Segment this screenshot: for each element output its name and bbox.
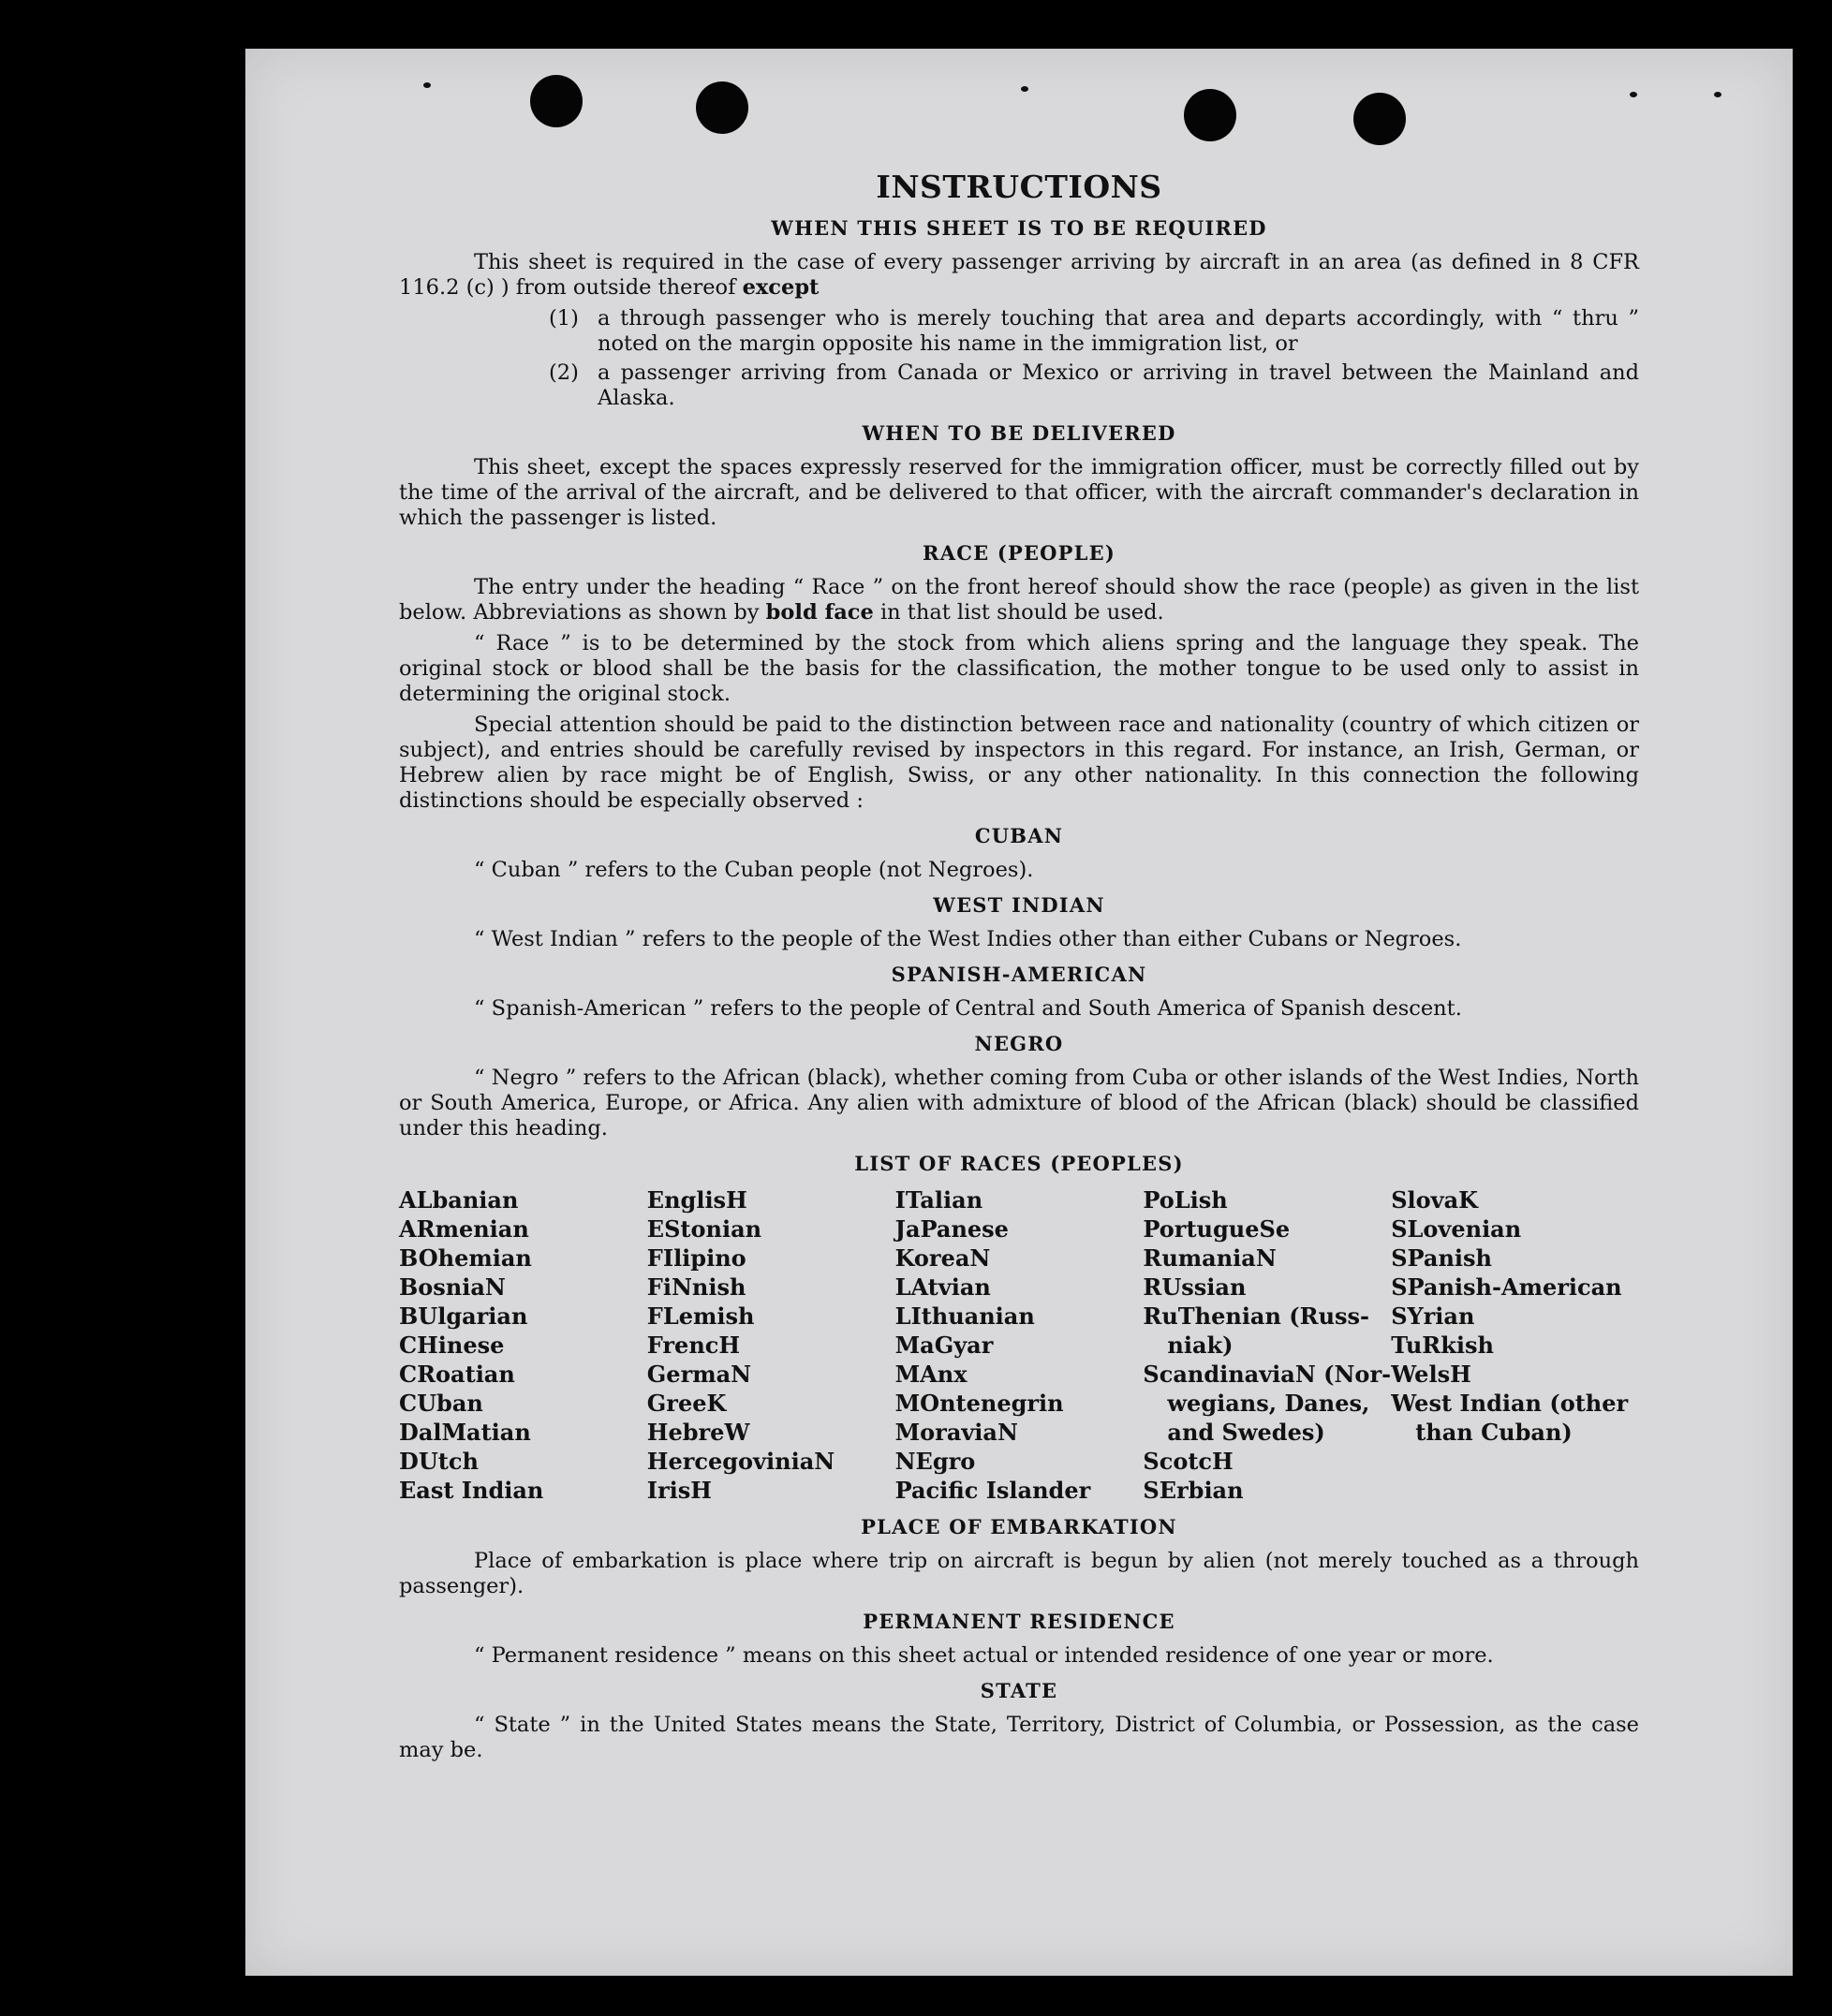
when-required-intro: This sheet is required in the case of every passenger arriving by aircraft in an area (as defined in 8 CFR 116.2 (c) ) from outside thereof except <box>399 250 1639 300</box>
race-entry: Pacific Islander <box>894 1477 1091 1504</box>
race-entry: RUssian <box>1143 1273 1247 1301</box>
race-entry: CRoatian <box>399 1361 515 1388</box>
race-entry: RumaniaN <box>1143 1244 1277 1272</box>
section-heading-permanent-residence: PERMANENT RESIDENCE <box>863 1610 1175 1633</box>
race-entry: BOhemian <box>399 1244 532 1272</box>
speck <box>423 82 431 88</box>
race-paragraph-3: Special attention should be paid to the distinction between race and nationality (country of which citizen or subject), and entries should be carefully revised by inspectors in this regard. For instance, an Irish, German, or Hebrew alien by race might be of English, Swiss, or any other nationality. In this connection the following distinctions should be especially observed : <box>399 713 1639 813</box>
spanish-american-text: “ Spanish-American ” refers to the people of Central and South America of Spanish descent. <box>474 996 1462 1021</box>
race-entry: West Indian (other <box>1391 1390 1629 1417</box>
instructions-content <box>399 169 1639 1769</box>
race-entry: SPanish <box>1391 1244 1492 1272</box>
race-entry: CHinese <box>399 1332 505 1359</box>
race-entry: ScotcH <box>1143 1448 1234 1475</box>
speck <box>1630 92 1637 97</box>
section-heading-when-delivered: WHEN TO BE DELIVERED <box>862 421 1176 445</box>
race-entry: SErbian <box>1143 1477 1244 1504</box>
race-entry: EnglisH <box>646 1186 747 1214</box>
race-entry: ALbanian <box>399 1186 519 1214</box>
when-delivered-text: This sheet, except the spaces expressly reserved for the immigration officer, must be correctly filled out by the time of the arrival of the aircraft, and be delivered to that officer, with the aircraft commander's declaration in which the passenger is listed. <box>399 455 1639 530</box>
page-title: INSTRUCTIONS <box>876 169 1162 205</box>
section-heading-cuban: CUBAN <box>974 824 1064 847</box>
race-entry: MOntenegrin <box>894 1390 1064 1417</box>
race-entry: PoLish <box>1143 1186 1228 1214</box>
race-entry: SLovenian <box>1391 1215 1522 1243</box>
race-entry: GreeK <box>646 1390 727 1417</box>
race-entry: DalMatian <box>399 1419 531 1446</box>
race-entry: BUlgarian <box>399 1302 528 1330</box>
race-entry: ScandinaviaN (Nor- <box>1143 1361 1392 1388</box>
race-entry: and Swedes) <box>1167 1419 1325 1446</box>
races-column <box>647 1185 895 1505</box>
race-entry: MaGyar <box>894 1332 994 1359</box>
section-heading-when-required: WHEN THIS SHEET IS TO BE REQUIRED <box>771 216 1267 240</box>
list-item: (2) a passenger arriving from Canada or Mexico or arriving in travel between the Mainland and Alaska. <box>549 361 1639 410</box>
section-heading-list-of-races: LIST OF RACES (PEOPLES) <box>854 1152 1184 1175</box>
punch-hole <box>530 75 583 127</box>
race-paragraph-2: “ Race ” is to be determined by the stock from which aliens spring and the language they speak. The original stock or blood shall be the basis for the classification, the mother tongue to be used only to assist in determining the original stock. <box>399 631 1639 706</box>
punch-hole <box>696 81 748 134</box>
races-column <box>1143 1185 1391 1505</box>
race-entry: TuRkish <box>1391 1332 1494 1359</box>
races-column <box>1391 1185 1639 1505</box>
races-column <box>895 1185 1144 1505</box>
race-entry: FLemish <box>646 1302 755 1330</box>
race-entry: ARmenian <box>399 1215 529 1243</box>
list-of-races <box>399 1185 1639 1505</box>
race-entry: ITalian <box>894 1186 983 1214</box>
west-indian-text: “ West Indian ” refers to the people of the West Indies other than either Cubans or Negroes. <box>474 927 1462 951</box>
race-entry: PortugueSe <box>1143 1215 1291 1243</box>
speck <box>1021 86 1028 92</box>
race-entry: IrisH <box>646 1477 712 1504</box>
race-entry: LIthuanian <box>894 1302 1035 1330</box>
race-entry: East Indian <box>399 1477 544 1504</box>
race-entry: WelsH <box>1391 1361 1471 1388</box>
race-entry: HercegoviniaN <box>646 1448 835 1475</box>
race-entry: LAtvian <box>894 1273 991 1301</box>
section-heading-state: STATE <box>980 1679 1058 1702</box>
race-entry: JaPanese <box>894 1215 1009 1243</box>
residence-text: “ Permanent residence ” means on this sheet actual or intended residence of one year or more. <box>474 1643 1494 1668</box>
race-entry: DUtch <box>399 1448 479 1475</box>
section-heading-negro: NEGRO <box>974 1032 1064 1055</box>
race-entry: HebreW <box>646 1419 750 1446</box>
race-entry: MoraviaN <box>894 1419 1018 1446</box>
race-entry: SlovaK <box>1391 1186 1478 1214</box>
section-heading-spanish-american: SPANISH-AMERICAN <box>891 963 1147 986</box>
speck <box>1714 92 1721 97</box>
race-entry: NEgro <box>894 1448 976 1475</box>
race-entry: wegians, Danes, <box>1167 1390 1370 1417</box>
section-heading-west-indian: WEST INDIAN <box>933 893 1105 917</box>
race-paragraph-1: The entry under the heading “ Race ” on the front hereof should show the race (people) as given in the list below. Abbreviations as shown by bold face in that list should be used. <box>399 575 1639 625</box>
race-entry: SPanish-American <box>1391 1273 1622 1301</box>
race-entry: FIlipino <box>646 1244 746 1272</box>
race-entry: niak) <box>1167 1332 1234 1359</box>
state-text: “ State ” in the United States means the State, Territory, District of Columbia, or Possession, as the case may be. <box>399 1713 1639 1762</box>
race-entry: EStonian <box>646 1215 762 1243</box>
race-entry: RuThenian (Russ- <box>1143 1302 1370 1330</box>
punch-hole <box>1353 93 1406 145</box>
race-entry: FiNnish <box>646 1273 746 1301</box>
negro-text: “ Negro ” refers to the African (black), whether coming from Cuba or other islands of the West Indies, North or South America, Europe, or Africa. Any alien with admixture of blood of the African (black) should be classified under this heading. <box>399 1066 1639 1140</box>
race-entry: BosniaN <box>399 1273 506 1301</box>
race-entry: SYrian <box>1391 1302 1475 1330</box>
races-column <box>399 1185 647 1505</box>
section-heading-embarkation: PLACE OF EMBARKATION <box>861 1515 1177 1538</box>
race-entry: GermaN <box>646 1361 752 1388</box>
race-entry: FrencH <box>646 1332 741 1359</box>
race-entry: CUban <box>399 1390 483 1417</box>
race-entry: MAnx <box>894 1361 968 1388</box>
embarkation-text: Place of embarkation is place where trip on aircraft is begun by alien (not merely touched as a through passenger). <box>399 1549 1639 1598</box>
cuban-text: “ Cuban ” refers to the Cuban people (not Negroes). <box>474 858 1034 882</box>
punch-hole <box>1184 89 1236 141</box>
section-heading-race: RACE (PEOPLE) <box>923 541 1115 565</box>
race-entry: KoreaN <box>894 1244 991 1272</box>
list-item: (1) a through passenger who is merely touching that area and departs accordingly, with “ thru ” noted on the margin opposite his name in the immigration list, or <box>549 306 1639 356</box>
race-entry: than Cuban) <box>1415 1419 1573 1446</box>
